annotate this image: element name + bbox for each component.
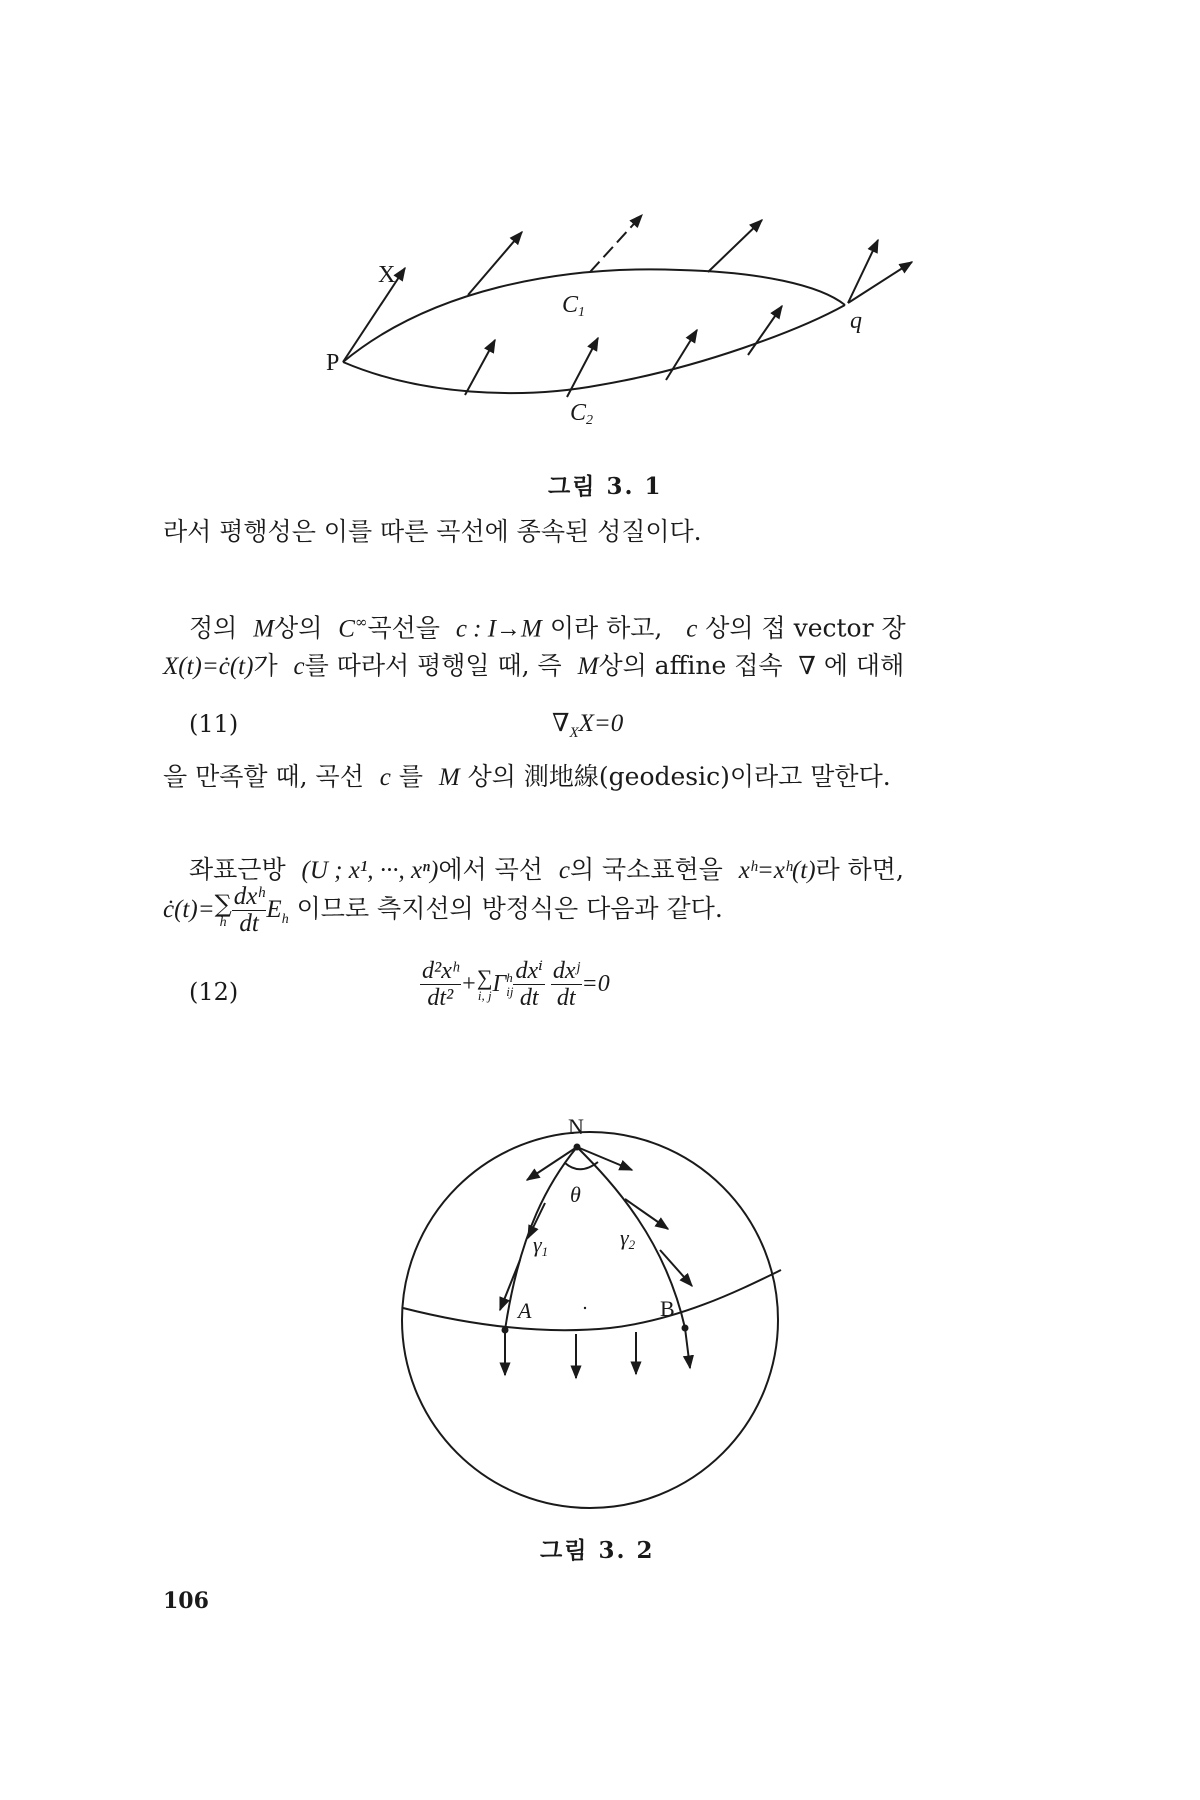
vector-c1-2 bbox=[590, 215, 642, 272]
definition-line-3: 을 만족할 때, 곡선 c 를 M 상의 測地線(geodesic)이라고 말한다. bbox=[163, 762, 891, 791]
curve-c2 bbox=[343, 305, 845, 393]
label-a: A bbox=[518, 1298, 532, 1323]
coordinate-line-2: ċ(t)= ∑ h $\frac{\text{dxʰ}}{dt}$ $E_h$ 이므로 측지선의 방정식은 다음과 같다. bbox=[163, 883, 723, 937]
equator bbox=[403, 1270, 781, 1330]
figure-3-1 bbox=[0, 0, 1200, 450]
vector-x-at-p bbox=[343, 268, 405, 362]
definition-line-2: X(t)=ċ(t)가 c를 따라서 평행일 때, 즉 M상의 affine 접속 ∇ 에 대해 bbox=[163, 651, 905, 680]
equation-11-number: (11) bbox=[189, 710, 239, 738]
point-a bbox=[502, 1327, 509, 1334]
vector-c2-1 bbox=[465, 340, 495, 395]
label-n: N bbox=[568, 1114, 584, 1139]
point-n bbox=[574, 1144, 581, 1151]
label-c2: C2 bbox=[570, 400, 594, 428]
label-q: q bbox=[850, 308, 862, 334]
equation-11: $\nabla_XX=0$ bbox=[552, 710, 624, 741]
label-c1: C1 bbox=[562, 292, 586, 320]
label-gamma-2: γ2 bbox=[620, 1225, 636, 1252]
definition-line-1: 정의 M상의 C∞곡선을 c : I→M 이라 하고, c 상의 접 vector 장 bbox=[189, 613, 906, 643]
label-theta: θ bbox=[570, 1182, 581, 1207]
curve-c1 bbox=[343, 269, 845, 362]
label-x: X bbox=[378, 262, 396, 288]
center-dot bbox=[584, 1307, 586, 1309]
point-b bbox=[682, 1325, 689, 1332]
label-b: B bbox=[660, 1296, 675, 1321]
text-line-1: 라서 평행성은 이를 따른 곡선에 종속된 성질이다. bbox=[163, 517, 702, 546]
equation-12-number: (12) bbox=[189, 978, 239, 1006]
vector-b-down bbox=[685, 1328, 690, 1368]
coordinate-line-1: 좌표근방 (U ; x¹, ···, xⁿ)에서 곡선 c의 국소표현을 xʰ=xʰ(t)라 하면, bbox=[189, 855, 904, 884]
figure-3-2-caption: 그림 3. 2 bbox=[540, 1537, 655, 1564]
equation-12: $\frac{\text{d²xʰ}}{\text{dt²}}$ + ∑ i, j Γ h ij $\frac{\text{dxⁱ}}{dt}$ $\frac{\text{dxʲ}}{dt}$ =0 bbox=[422, 958, 610, 1011]
vector-n-left bbox=[527, 1147, 577, 1180]
figure-3-1-caption: 그림 3. 1 bbox=[548, 473, 663, 500]
vector-c2-4 bbox=[748, 306, 782, 355]
vector-g2-1 bbox=[625, 1199, 668, 1229]
label-p: P bbox=[326, 350, 340, 376]
vector-n-right bbox=[577, 1147, 632, 1170]
vector-c1-1 bbox=[468, 232, 522, 295]
label-gamma-1: γ1 bbox=[533, 1232, 549, 1259]
page-number: 106 bbox=[163, 1588, 209, 1614]
figure-3-2 bbox=[0, 1090, 1200, 1530]
vector-c2-3 bbox=[666, 330, 697, 380]
paragraph-parallel bbox=[163, 510, 702, 554]
vector-c1-3 bbox=[708, 220, 762, 272]
